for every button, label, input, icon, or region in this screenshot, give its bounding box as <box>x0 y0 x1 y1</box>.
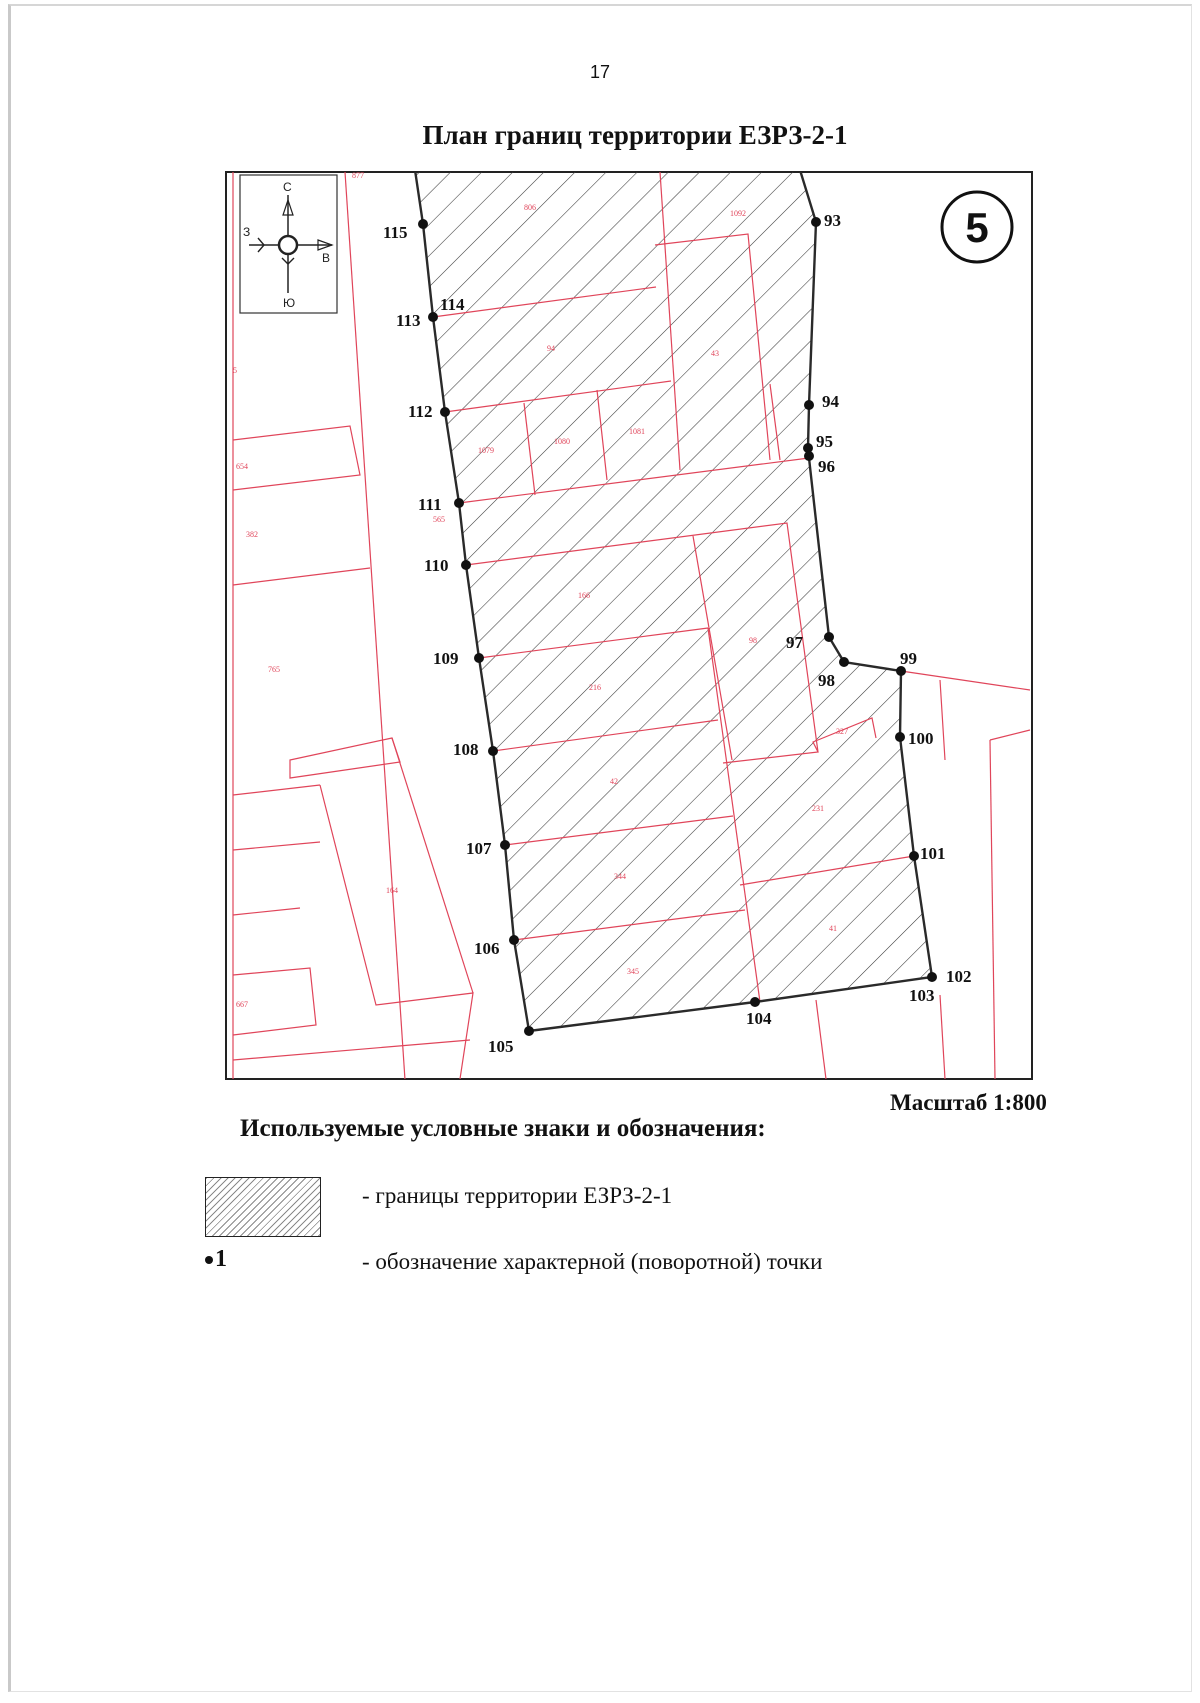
parcel-number: 565 <box>433 515 445 524</box>
point-marker <box>811 217 821 227</box>
point-label: 104 <box>746 1009 772 1028</box>
point-label: 113 <box>396 311 421 330</box>
parcel-number: 216 <box>589 683 601 692</box>
point-label: 93 <box>824 211 841 230</box>
point-marker <box>418 219 428 229</box>
point-label: 98 <box>818 671 835 690</box>
scale-label: Масштаб 1:800 <box>890 1090 1047 1115</box>
point-label: 110 <box>424 556 449 575</box>
parcel-number: 41 <box>829 924 837 933</box>
point-label: 101 <box>920 844 946 863</box>
point-label: 102 <box>946 967 972 986</box>
point-marker <box>750 997 760 1007</box>
point-marker <box>927 972 937 982</box>
point-dot-icon <box>205 1256 213 1264</box>
point-label: 97 <box>786 633 803 652</box>
point-marker <box>500 840 510 850</box>
point-marker <box>804 451 814 461</box>
parcel-number: 5 <box>233 366 237 375</box>
point-marker <box>474 653 484 663</box>
point-marker <box>895 732 905 742</box>
legend-point-example <box>205 1246 265 1273</box>
parcel-number: 98 <box>749 636 757 645</box>
point-marker <box>428 312 438 322</box>
parcel-number: 382 <box>246 530 258 539</box>
parcel-number: 42 <box>610 777 618 786</box>
point-label: 103 <box>909 986 935 1005</box>
point-label: 94 <box>822 392 839 411</box>
point-label: 99 <box>900 649 917 668</box>
point-label: 96 <box>818 457 835 476</box>
parcel-number: 1079 <box>478 446 494 455</box>
parcel-number: 94 <box>547 344 555 353</box>
compass-rose <box>240 175 337 313</box>
parcel-number: 654 <box>236 462 248 471</box>
compass-west: З <box>243 225 251 239</box>
point-label: 111 <box>418 495 442 514</box>
compass-east: В <box>322 251 331 265</box>
point-marker <box>524 1026 534 1036</box>
point-label: 115 <box>383 223 408 242</box>
parcel-number: 344 <box>614 872 626 881</box>
point-marker <box>454 498 464 508</box>
parcel-number: 877 <box>352 171 364 180</box>
point-label: 108 <box>453 740 479 759</box>
point-label: 112 <box>408 402 433 421</box>
parcel-number: 164 <box>386 886 398 895</box>
parcel-number: 345 <box>627 967 639 976</box>
point-marker <box>804 400 814 410</box>
point-label: 106 <box>474 939 500 958</box>
legend-title: Используемые условные знаки и обозначения: <box>240 1115 766 1142</box>
point-label: 114 <box>440 295 465 314</box>
point-label: 109 <box>433 649 459 668</box>
parcel-number: 166 <box>578 591 590 600</box>
parcel-number: 231 <box>812 804 824 813</box>
plan-title: План границ территории ЕЗРЗ-2-1 <box>422 120 848 150</box>
legend-hatch-swatch <box>205 1177 321 1237</box>
sheet-number-badge <box>942 192 1012 262</box>
parcel-number: 806 <box>524 203 536 212</box>
legend-point-number: 1 <box>215 1246 227 1272</box>
point-marker <box>461 560 471 570</box>
point-marker <box>909 851 919 861</box>
compass-south: Ю <box>283 296 296 310</box>
parcel-number: 667 <box>236 1000 248 1009</box>
parcel-number: 327 <box>836 727 848 736</box>
compass-north: С <box>283 180 292 194</box>
point-marker <box>440 407 450 417</box>
point-marker <box>509 935 519 945</box>
legend-point-description: - обозначение характерной (поворотной) точки <box>362 1249 823 1274</box>
point-label: 107 <box>466 839 492 858</box>
point-label: 100 <box>908 729 934 748</box>
parcel-number: 43 <box>711 349 719 358</box>
parcel-number: 1092 <box>730 209 746 218</box>
point-marker <box>488 746 498 756</box>
parcel-number: 765 <box>268 665 280 674</box>
legend-hatch-description: - границы территории ЕЗРЗ-2-1 <box>362 1183 673 1208</box>
parcel-number: 1081 <box>629 427 645 436</box>
sheet-number: 5 <box>965 204 989 251</box>
point-label: 95 <box>816 432 833 451</box>
point-marker <box>824 632 834 642</box>
point-label: 105 <box>488 1037 514 1056</box>
parcel-number: 1080 <box>554 437 570 446</box>
page-number: 17 <box>589 62 611 82</box>
point-marker <box>839 657 849 667</box>
